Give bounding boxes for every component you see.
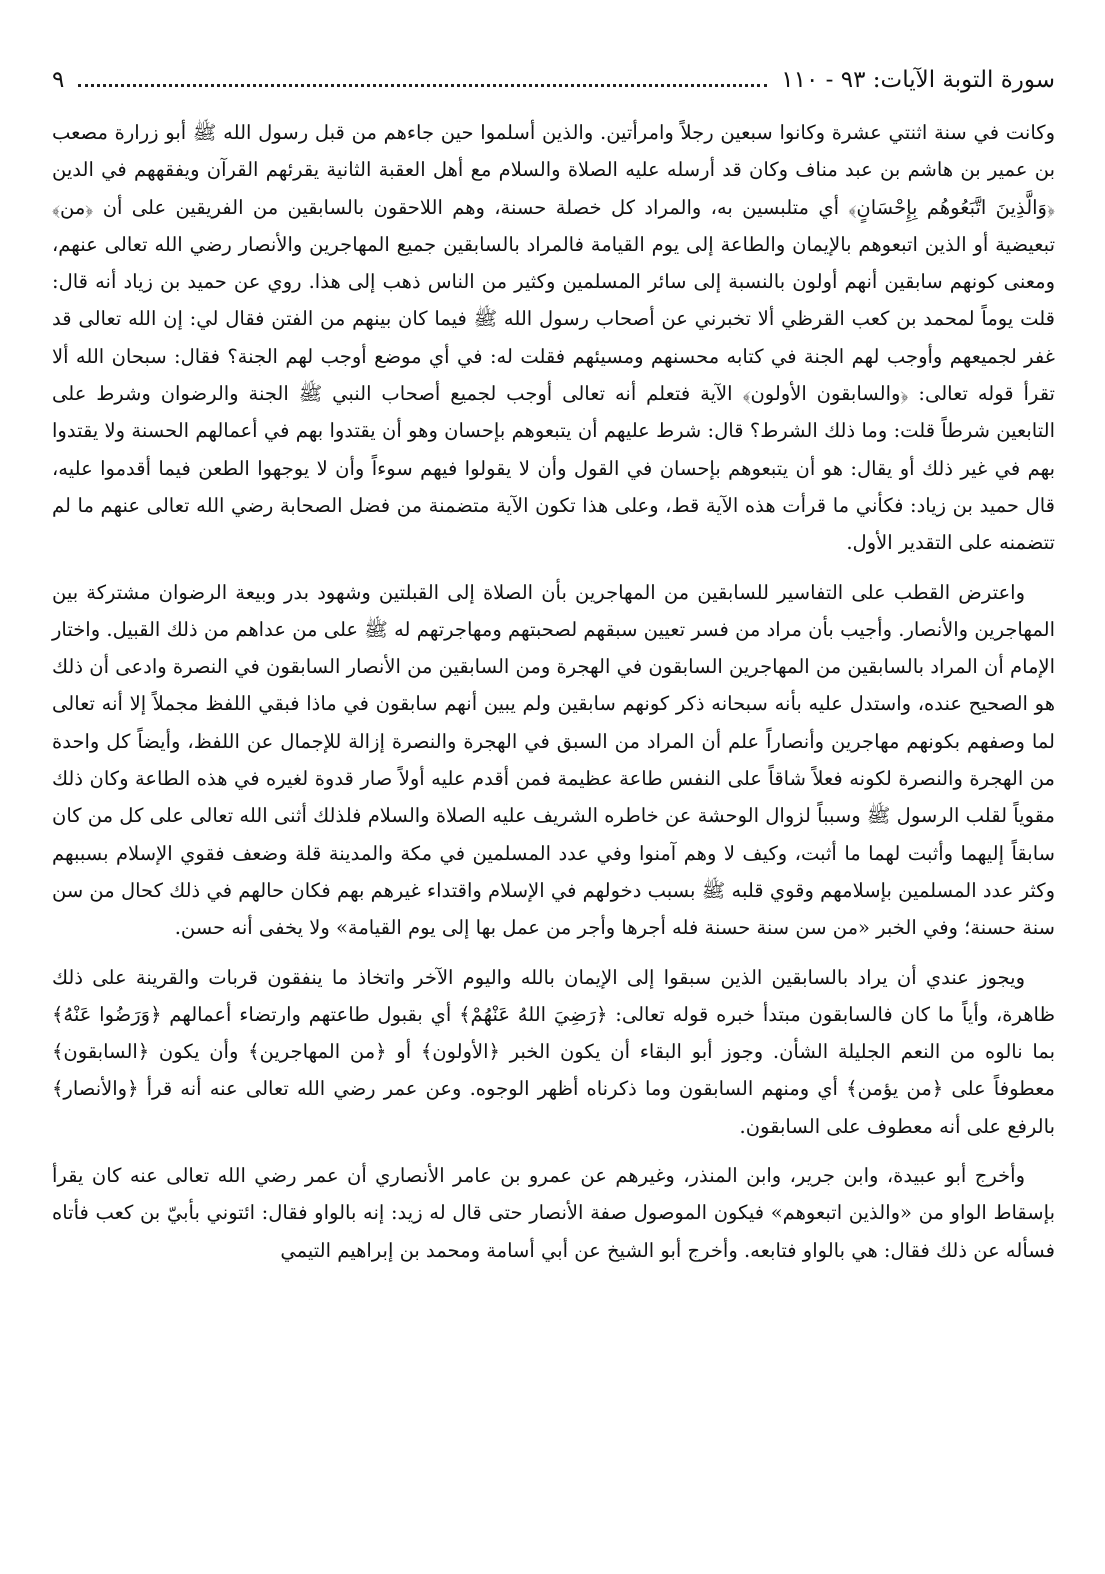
dotted-leader (78, 84, 767, 87)
surah-verses-title: سورة التوبة الآيات: ٩٣ - ١١٠ (781, 67, 1055, 93)
page-number: ٩ (52, 67, 65, 93)
paragraph-4: وأخرج أبو عبيدة، وابن جرير، وابن المنذر، وغيرهم عن عمرو بن عامر الأنصاري أن عمر رضي الله تعالى عنه كان يقرأ بإسقاط الواو من «والذين اتبعوهم» فيكون الموصول صفة الأنصار حتى قال له زيد: إنه بالواو فقال: ائتوني بأبيّ بن كعب فأتاه فسأله عن ذلك فقال: هي بالواو فتابعه. وأخرج أبو الشيخ عن أبي أسامة ومحمد بن إبراهيم التيمي (52, 1164, 1055, 1262)
page-body (52, 114, 1055, 1269)
paragraph-3: ويجوز عندي أن يراد بالسابقين الذين سبقوا إلى الإيمان بالله واليوم الآخر واتخاذ ما ينفقون قربات والقرينة على ذلك ظاهرة، وأياً ما كان فالسابقون مبتدأ خبره قوله تعالى: ﴿رَضِيَ اللهُ عَنْهُمْ﴾ أي بقبول طاعتهم وارتضاء أعمالهم ﴿وَرَضُوا عَنْهُ﴾ بما نالوه من النعم الجليلة الشأن. وجوز أبو البقاء أن يكون الخبر ﴿الأولون﴾ أو ﴿من المهاجرين﴾ وأن يكون ﴿السابقون﴾ معطوفاً على ﴿من يؤمن﴾ أي ومنهم السابقون وما ذكرناه أظهر الوجوه. وعن عمر رضي الله تعالى عنه أنه قرأ ﴿والأنصار﴾ بالرفع على أنه معطوف على السابقون. (52, 965, 1055, 1138)
book-page (52, 60, 1055, 1269)
running-header (52, 60, 1055, 100)
paragraph-2: واعترض القطب على التفاسير للسابقين من المهاجرين بأن الصلاة إلى القبلتين وشهود بدر وبيعة الرضوان مشتركة بين المهاجرين والأنصار. وأجيب بأن مراد من فسر تعيين سبقهم لصحبتهم ومهاجرتهم له ﷺ على من عداهم من ذلك القبيل. واختار الإمام أن المراد بالسابقين من المهاجرين السابقون في الهجرة ومن السابقين من الأنصار السابقون في النصرة وادعى أن ذلك هو الصحيح عنده، واستدل عليه بأنه سبحانه ذكر كونهم سابقين ولم يبين أنهم سابقون في ماذا فبقي اللفظ مجملاً إلا أنه تعالى لما وصفهم بكونهم مهاجرين وأنصاراً علم أن المراد من السبق في الهجرة والنصرة إزالة للإجمال عن اللفظ، وأيضاً كل واحدة من الهجرة والنصرة لكونه فعلاً شاقاً على النفس طاعة عظيمة فمن أقدم عليه أولاً صار قدوة لغيره في هذه الطاعة وكان ذلك مقوياً لقلب الرسول ﷺ وسبباً لزوال الوحشة عن خاطره الشريف عليه الصلاة والسلام فلذلك أثنى الله تعالى على كل من كان سابقاً إليهما وأثبت لهما ما أثبت، وكيف لا وهم آمنوا وفي عدد المسلمين في مكة والمدينة قلة وضعف فقوي الإسلام بسببهم وكثر عدد المسلمين بإسلامهم وقوي قلبه ﷺ بسبب دخولهم في الإسلام واقتداء غيرهم بهم فكان حالهم في ذلك كحال من سن سنة حسنة؛ وفي الخبر «من سن سنة حسنة فله أجرها وأجر من عمل بها إلى يوم القيامة» ولا يخفى أنه حسن. (52, 580, 1055, 940)
paragraph-1: وكانت في سنة اثنتي عشرة وكانوا سبعين رجلاً وامرأتين. والذين أسلموا حين جاءهم من قبل رسول الله ﷺ أبو زرارة مصعب بن عمير بن هاشم بن عبد مناف وكان قد أرسله عليه الصلاة والسلام مع أهل العقبة الثانية يقرئهم القرآن ويفقههم في الدين ﴿وَالَّذِينَ اتَّبَعُوهُم بِإِحْسَانٍ﴾ أي متلبسين به، والمراد كل خصلة حسنة، وهم اللاحقون بالسابقين من الفريقين على أن ﴿من﴾ تبعيضية أو الذين اتبعوهم بالإيمان والطاعة إلى يوم القيامة فالمراد بالسابقين جميع المهاجرين والأنصار رضي الله تعالى عنهم، ومعنى كونهم سابقين أنهم أولون بالنسبة إلى سائر المسلمين وكثير من الناس ذهب إلى هذا. روي عن حميد بن زياد أنه قال: قلت يوماً لمحمد بن كعب القرظي ألا تخبرني عن أصحاب رسول الله ﷺ فيما كان بينهم من الفتن فقال لي: إن الله تعالى قد غفر لجميعهم وأوجب لهم الجنة في كتابه محسنهم ومسيئهم فقلت له: في أي موضع أوجب لهم الجنة؟ فقال: سبحان الله ألا تقرأ قوله تعالى: ﴿والسابقون الأولون﴾ الآية فتعلم أنه تعالى أوجب لجميع أصحاب النبي ﷺ الجنة والرضوان وشرط على التابعين شرطاً قلت: وما ذلك الشرط؟ قال: شرط عليهم أن يتبعوهم بإحسان وهو أن يقتدوا بهم في أعمالهم الحسنة ولا يقتدوا بهم في غير ذلك أو يقال: هو أن يتبعوهم بإحسان في القول وأن لا يقولوا فيهم سوءاً وأن لا يوجهوا الطعن فيما أقدموا عليه، قال حميد بن زياد: فكأني ما قرأت هذه الآية قط، وعلى هذا تكون الآية متضمنة من فضل الصحابة رضي الله تعالى عنهم ما لم تتضمنه على التقدير الأول. (52, 121, 1056, 555)
